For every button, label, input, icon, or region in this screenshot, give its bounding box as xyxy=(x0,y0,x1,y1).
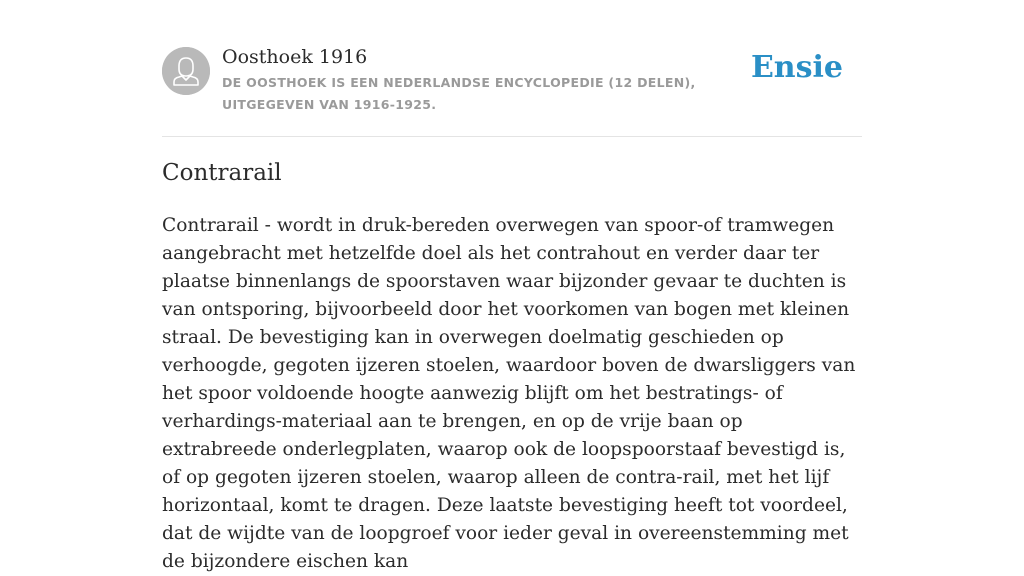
entry-title: Contrarail xyxy=(162,160,282,186)
source-header xyxy=(162,44,862,137)
source-description: DE OOSTHOEK IS EEN NEDERLANDSE ENCYCLOPEDIE (12 DELEN), UITGEGEVEN VAN 1916-1925. xyxy=(222,75,696,112)
user-avatar-icon[interactable] xyxy=(162,47,210,95)
ensie-logo[interactable]: Ensie xyxy=(750,50,843,85)
entry-body: Contrarail - wordt in druk-bereden overwegen van spoor-of tramwegen aangebracht met hetzelfde doel als het contrahout en verder daar ter plaatse binnenlangs de spoorstaven waar bijzonder gevaar te duchten is van ontsporing, bijvoorbeeld door het voorkomen van bogen met kleinen straal. De bevestiging kan in overwegen doelmatig geschieden op verhoogde, gegoten ijzeren stoelen, waardoor boven de dwarsliggers van het spoor voldoende hoogte aanwezig blijft om het bestratings- of verhardings-materiaal aan te brengen, en op de vrije baan op extrabreede onderlegplaten, waarop ook de loopspoorstaaf bevestigd is, of op gegoten ijzeren stoelen, waarop alleen de contra-rail, met het lijf horizontaal, komt te dragen. Deze laatste bevestiging heeft tot voordeel, dat de wijdte van de loopgroef voor ieder geval in overeenstemming met de bijzondere eischen kan xyxy=(162,215,856,572)
source-title[interactable]: Oosthoek 1916 xyxy=(222,46,368,68)
